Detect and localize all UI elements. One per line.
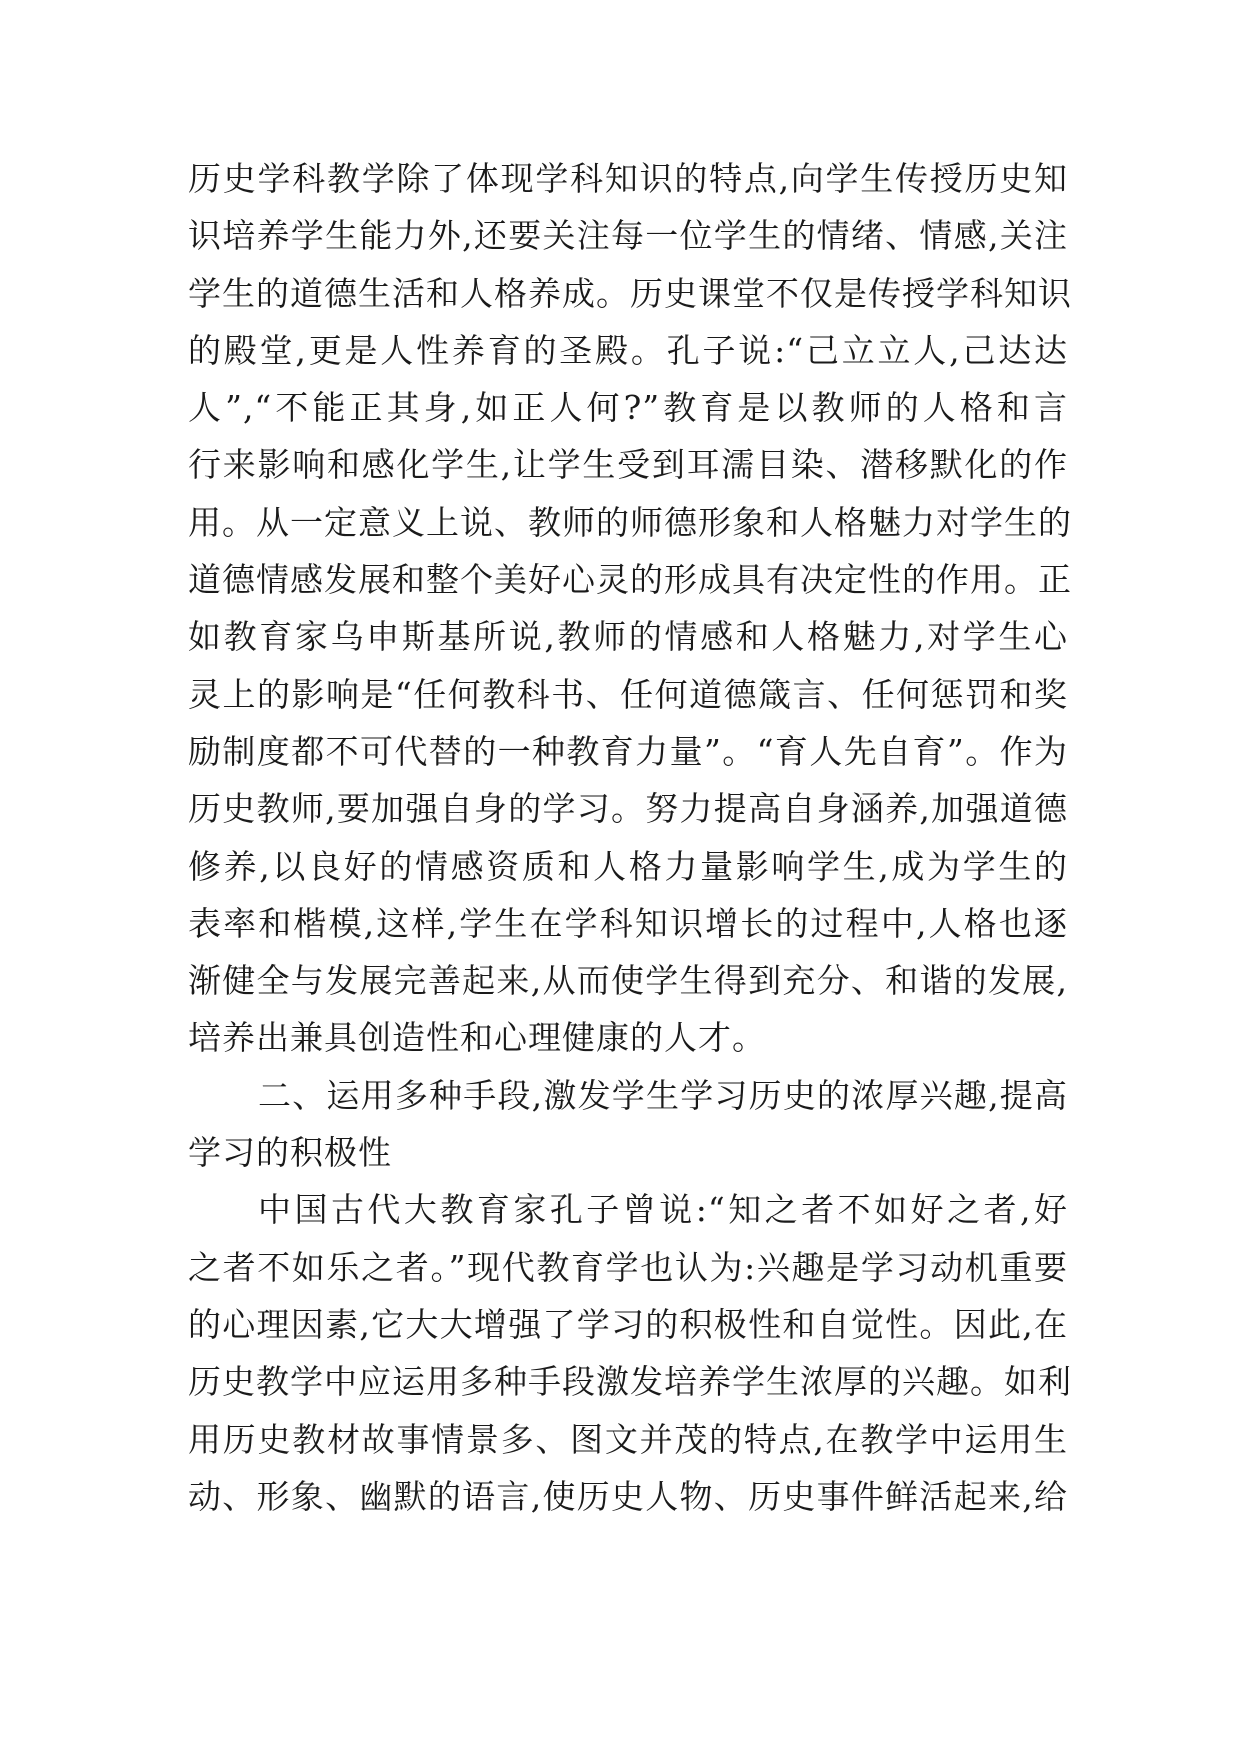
text-line: 的心理因素,它大大增强了学习的积极性和自觉性。因此,在: [188, 1304, 1068, 1344]
text-line: 如教育家乌申斯基所说,教师的情感和人格魅力,对学生心: [188, 617, 1068, 657]
section-heading: 二、运用多种手段,激发学生学习历史的浓厚兴趣,提高: [258, 1075, 1068, 1115]
text-line: 灵上的影响是“任何教科书、任何道德箴言、任何惩罚和奖: [188, 674, 1068, 714]
text-line: 道德情感发展和整个美好心灵的形成具有决定性的作用。正: [188, 560, 1072, 600]
text-line: 动、形象、幽默的语言,使历史人物、历史事件鲜活起来,给: [188, 1476, 1068, 1516]
text-line: 培养出兼具创造性和心理健康的人才。: [188, 1018, 766, 1058]
text-line: 修养,以良好的情感资质和人格力量影响学生,成为学生的: [188, 846, 1068, 886]
text-line: 学生的道德生活和人格养成。历史课堂不仅是传授学科知识: [188, 273, 1072, 313]
text-line: 人”,“不能正其身,如正人何?”教育是以教师的人格和言: [188, 388, 1068, 428]
text-line: 渐健全与发展完善起来,从而使学生得到充分、和谐的发展,: [188, 961, 1068, 1001]
text-line: 的殿堂,更是人性养育的圣殿。孔子说:“己立立人,己达达: [188, 330, 1068, 370]
text-line: 中国古代大教育家孔子曾说:“知之者不如好之者,好: [258, 1190, 1068, 1230]
text-line: 识培养学生能力外,还要关注每一位学生的情绪、情感,关注: [188, 216, 1068, 256]
text-line: 用。从一定意义上说、教师的师德形象和人格魅力对学生的: [188, 502, 1072, 542]
text-line: 之者不如乐之者。”现代教育学也认为:兴趣是学习动机重要: [188, 1247, 1068, 1287]
section-heading: 学习的积极性: [188, 1133, 392, 1173]
text-line: 历史教师,要加强自身的学习。努力提高自身涵养,加强道德: [188, 789, 1068, 829]
text-line: 历史教学中应运用多种手段激发培养学生浓厚的兴趣。如利: [188, 1362, 1072, 1402]
text-line: 行来影响和感化学生,让学生受到耳濡目染、潜移默化的作: [188, 445, 1068, 485]
text-line: 历史学科教学除了体现学科知识的特点,向学生传授历史知: [188, 159, 1068, 198]
text-line: 励制度都不可代替的一种教育力量”。“育人先自育”。作为: [188, 731, 1068, 771]
text-line: 表率和楷模,这样,学生在学科知识增长的过程中,人格也逐: [188, 903, 1068, 943]
body-text: [188, 150, 1072, 1525]
text-line: 用历史教材故事情景多、图文并茂的特点,在教学中运用生: [188, 1419, 1068, 1459]
